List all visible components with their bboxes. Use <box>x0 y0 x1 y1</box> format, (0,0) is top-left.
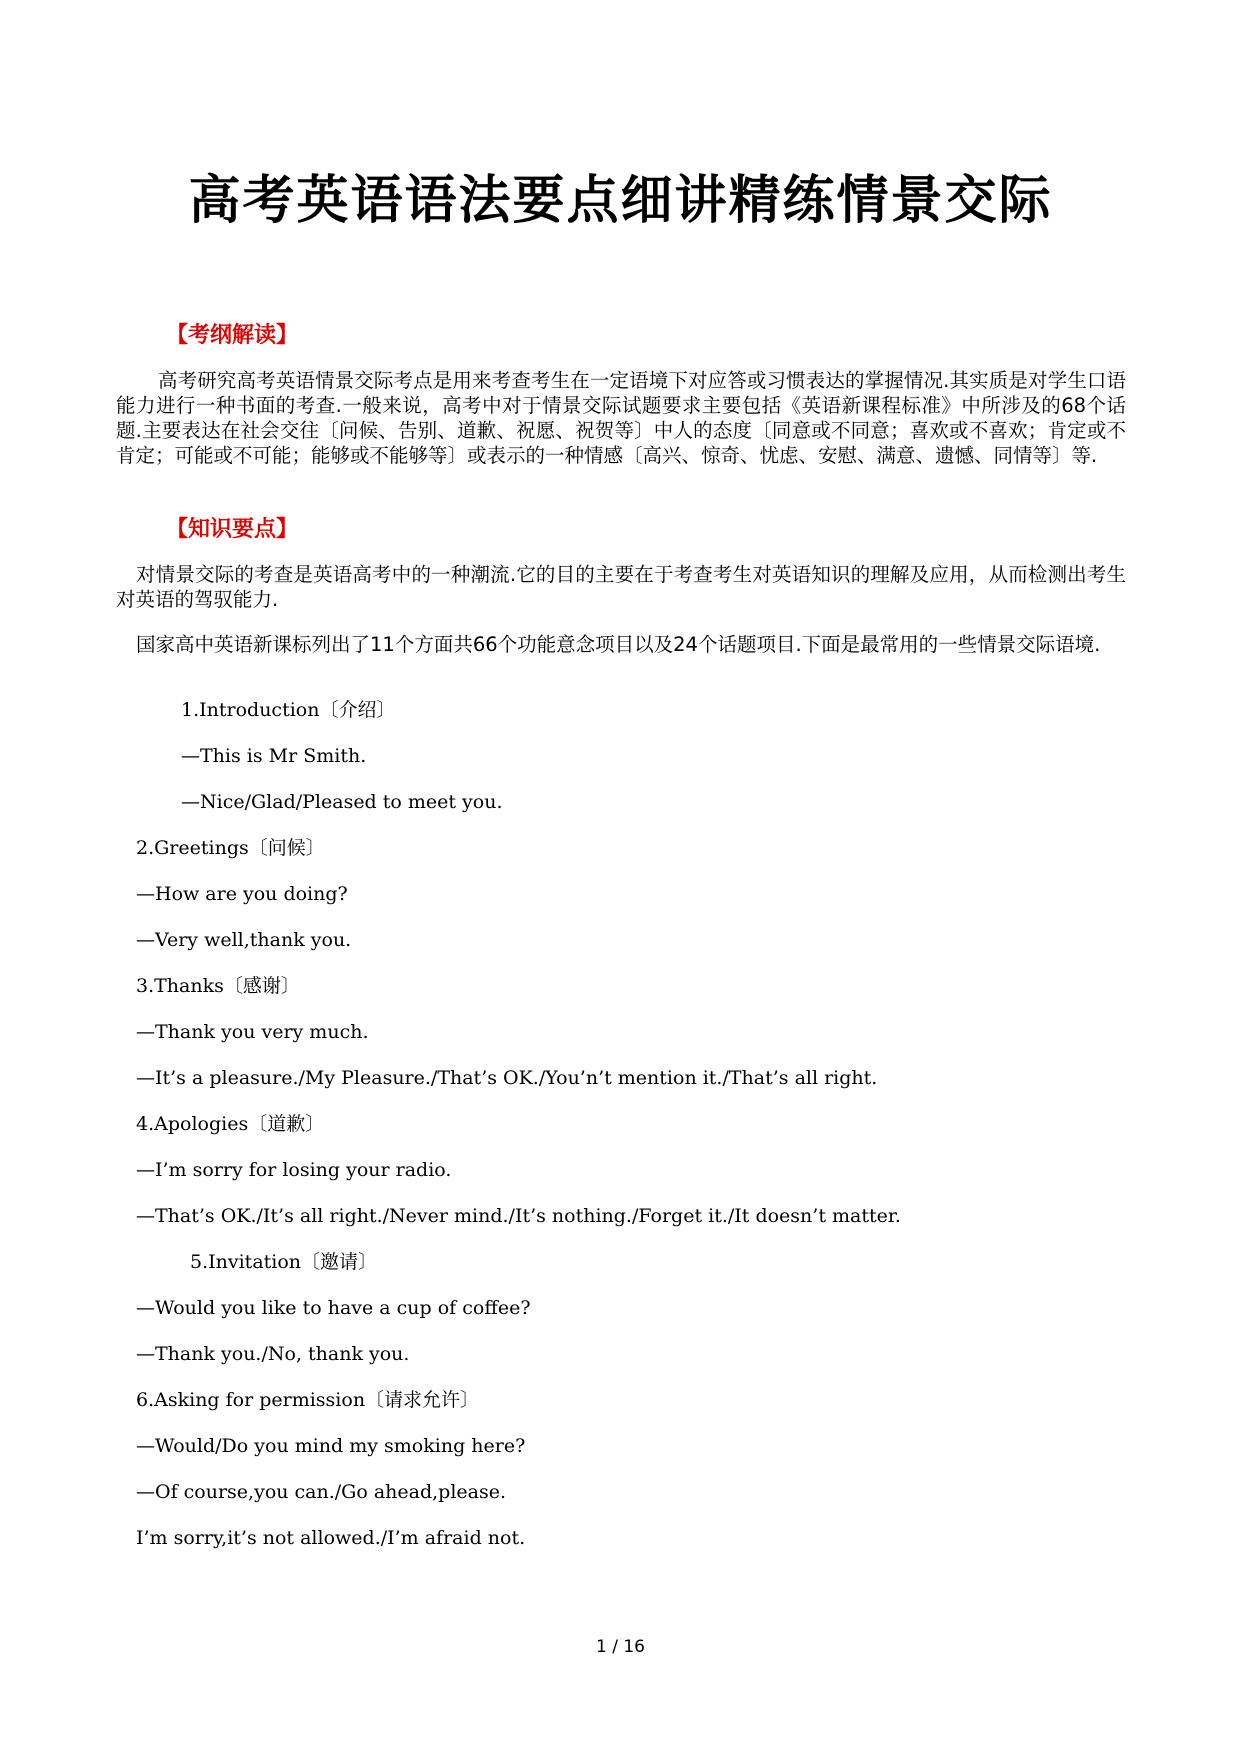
dialogue-line: —This is Mr Smith. <box>181 745 367 767</box>
section-heading-key-points: 【知识要点】 <box>166 517 299 542</box>
item-invitation: 5.Invitation〔邀请〕 <box>190 1251 378 1273</box>
paragraph-key-points-2: 国家高中英语新课标列出了11个方面共66个功能意念项目以及24个话题项目.下面是最常用的一些情景交际语境. <box>136 633 1101 656</box>
item-asking-permission: 6.Asking for permission〔请求允许〕 <box>136 1389 480 1411</box>
dialogue-line: —Very well,thank you. <box>136 929 352 951</box>
dialogue-line: —Nice/Glad/Pleased to meet you. <box>181 791 503 813</box>
section-heading-exam-outline: 【考纲解读】 <box>166 323 299 348</box>
dialogue-line: —That’s OK./It’s all right./Never mind./It’s nothing./Forget it./It doesn’t matter. <box>136 1205 901 1227</box>
paragraph-exam-outline: 高考研究高考英语情景交际考点是用来考查考生在一定语境下对应答或习惯表达的掌握情况.其实质是对学生口语能力进行一种书面的考查.一般来说，高考中对于情景交际试题要求主要包括《英语新课程标准》中所涉及的68个话题.主要表达在社会交往〔问候、告别、道歉、祝愿、祝贺等〕中人的态度〔同意或不同意；喜欢或不喜欢；肯定或不肯定；可能或不可能；能够或不能够等〕或表示的一种情感〔高兴、惊奇、忧虑、安慰、满意、遗憾、同情等〕等. <box>116 369 1126 467</box>
item-introduction: 1.Introduction〔介绍〕 <box>181 699 396 721</box>
dialogue-line: —How are you doing? <box>136 883 348 905</box>
dialogue-line: —It’s a pleasure./My Pleasure./That’s OK./You’n’t mention it./That’s all right. <box>136 1067 878 1089</box>
item-thanks: 3.Thanks〔感谢〕 <box>136 975 300 997</box>
dialogue-line: —Thank you./No, thank you. <box>136 1343 410 1365</box>
paragraph-key-points-1: 对情景交际的考查是英语高考中的一种潮流.它的目的主要在于考查考生对英语知识的理解及应用，从而检测出考生对英语的驾驭能力. <box>116 563 1126 611</box>
dialogue-line: —I’m sorry for losing your radio. <box>136 1159 452 1181</box>
page-title: 高考英语语法要点细讲精练情景交际 <box>188 170 1053 231</box>
page-number: 1 / 16 <box>596 1637 645 1657</box>
dialogue-line: —Would/Do you mind my smoking here? <box>136 1435 526 1457</box>
dialogue-line: I’m sorry,it’s not allowed./I’m afraid not. <box>136 1527 526 1549</box>
dialogue-line: —Would you like to have a cup of coffee? <box>136 1297 531 1319</box>
dialogue-line: —Of course,you can./Go ahead,please. <box>136 1481 507 1503</box>
item-apologies: 4.Apologies〔道歉〕 <box>136 1113 325 1135</box>
dialogue-line: —Thank you very much. <box>136 1021 369 1043</box>
item-greetings: 2.Greetings〔问候〕 <box>136 837 325 859</box>
